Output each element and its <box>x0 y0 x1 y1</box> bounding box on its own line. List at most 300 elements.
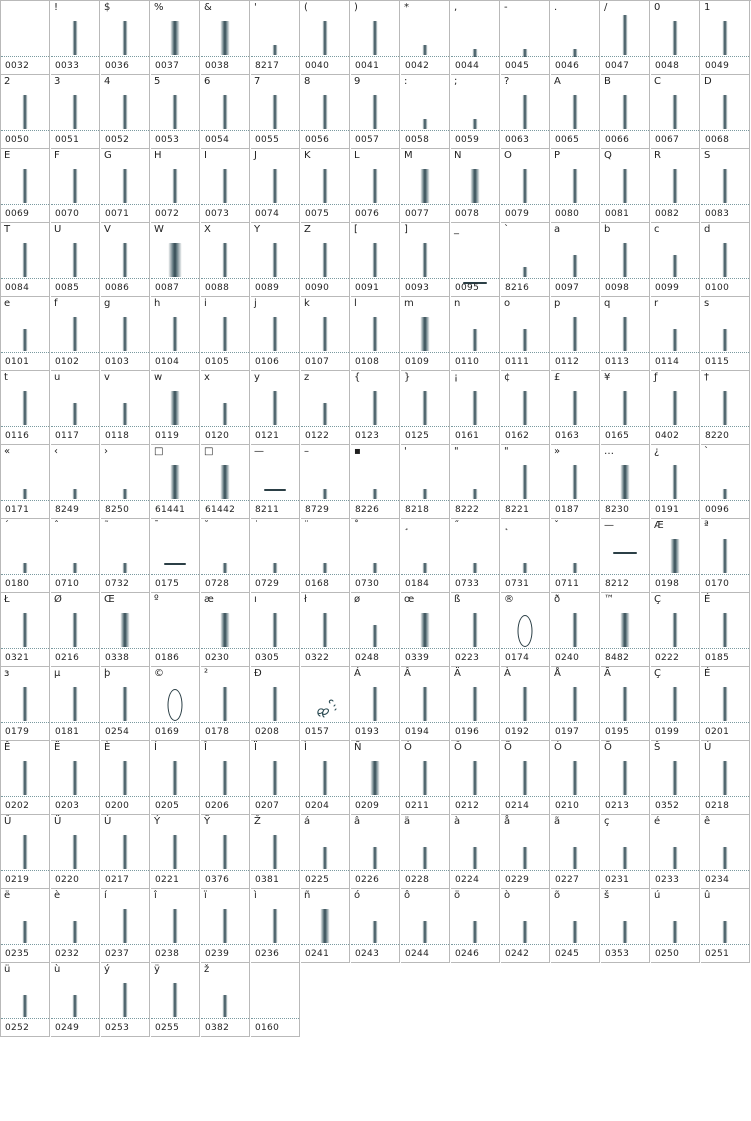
glyph-cell[interactable] <box>251 519 300 593</box>
glyph-cell[interactable] <box>51 149 100 223</box>
glyph-cell[interactable] <box>601 1 650 75</box>
glyph-cell[interactable] <box>501 75 550 149</box>
glyph-sample <box>223 169 228 203</box>
glyph-character: z <box>304 372 310 383</box>
glyph-cell[interactable] <box>51 741 100 815</box>
glyph-sample <box>73 613 78 647</box>
glyph-cell[interactable] <box>301 519 350 593</box>
glyph-cell[interactable] <box>351 889 400 963</box>
glyph-cell[interactable] <box>451 741 500 815</box>
glyph-character: " <box>504 446 509 457</box>
glyph-character: r <box>654 298 659 309</box>
glyph-cell[interactable] <box>1 149 50 223</box>
glyph-cell[interactable] <box>1 297 50 371</box>
glyph-cell[interactable] <box>301 149 350 223</box>
glyph-cell[interactable] <box>251 75 300 149</box>
glyph-code: 0305 <box>255 653 280 663</box>
glyph-cell[interactable] <box>451 815 500 889</box>
glyph-cell[interactable] <box>251 371 300 445</box>
glyph-cell[interactable] <box>51 371 100 445</box>
glyph-cell[interactable] <box>151 963 200 1037</box>
glyph-cell[interactable] <box>601 519 650 593</box>
glyph-cell[interactable] <box>601 741 650 815</box>
glyph-sample <box>421 613 430 647</box>
baseline-guide <box>101 56 149 57</box>
glyph-cell[interactable] <box>701 741 750 815</box>
glyph-sample <box>223 243 228 277</box>
glyph-cell[interactable] <box>301 593 350 667</box>
glyph-cell[interactable] <box>351 741 400 815</box>
glyph-cell[interactable] <box>551 75 600 149</box>
glyph-character: 6 <box>204 76 211 87</box>
glyph-code: 0160 <box>255 1023 280 1033</box>
glyph-cell[interactable] <box>501 371 550 445</box>
glyph-cell[interactable] <box>101 963 150 1037</box>
glyph-cell[interactable] <box>351 815 400 889</box>
glyph-cell[interactable] <box>101 445 150 519</box>
glyph-sample <box>273 45 278 55</box>
glyph-cell[interactable] <box>401 75 450 149</box>
glyph-cell[interactable] <box>1 371 50 445</box>
glyph-cell[interactable] <box>51 297 100 371</box>
glyph-code: 0171 <box>5 505 30 515</box>
glyph-cell[interactable] <box>551 741 600 815</box>
glyph-cell[interactable] <box>451 75 500 149</box>
glyph-cell[interactable] <box>1 667 50 741</box>
glyph-cell[interactable] <box>651 815 700 889</box>
glyph-code: 0193 <box>355 727 380 737</box>
baseline-guide <box>251 648 299 649</box>
glyph-sample <box>573 49 578 57</box>
glyph-cell[interactable] <box>451 149 500 223</box>
baseline-guide <box>601 130 649 131</box>
glyph-cell[interactable] <box>51 667 100 741</box>
glyph-code: 0196 <box>455 727 480 737</box>
glyph-cell[interactable] <box>401 1 450 75</box>
glyph-character: Œ <box>104 594 115 605</box>
glyph-sample <box>723 21 728 55</box>
glyph-cell[interactable] <box>101 815 150 889</box>
glyph-cell[interactable] <box>351 519 400 593</box>
glyph-character: i <box>204 298 207 309</box>
glyph-cell[interactable] <box>501 815 550 889</box>
glyph-cell[interactable] <box>301 1 350 75</box>
glyph-cell[interactable] <box>151 371 200 445</box>
glyph-code: 0112 <box>555 357 580 367</box>
glyph-cell[interactable] <box>201 963 250 1037</box>
glyph-cell[interactable] <box>201 593 250 667</box>
glyph-sample <box>123 909 128 943</box>
glyph-cell[interactable] <box>151 1 200 75</box>
glyph-character: Ë <box>54 742 61 753</box>
glyph-cell[interactable] <box>451 371 500 445</box>
glyph-sample <box>173 169 178 203</box>
glyph-cell[interactable] <box>701 1 750 75</box>
glyph-cell[interactable] <box>651 519 700 593</box>
glyph-cell[interactable] <box>51 889 100 963</box>
glyph-cell[interactable] <box>301 889 350 963</box>
glyph-cell[interactable] <box>151 223 200 297</box>
glyph-cell[interactable] <box>201 371 250 445</box>
glyph-cell[interactable] <box>701 297 750 371</box>
glyph-cell[interactable] <box>201 75 250 149</box>
glyph-code: 0093 <box>405 283 430 293</box>
glyph-cell[interactable] <box>451 519 500 593</box>
grid-filler <box>601 963 650 1037</box>
glyph-code: 0728 <box>205 579 230 589</box>
glyph-character: ¯ <box>154 520 159 531</box>
glyph-cell[interactable] <box>51 445 100 519</box>
glyph-cell[interactable] <box>351 593 400 667</box>
glyph-cell[interactable] <box>501 593 550 667</box>
glyph-cell[interactable] <box>701 149 750 223</box>
glyph-character: ä <box>404 816 411 827</box>
glyph-code: 0381 <box>255 875 280 885</box>
glyph-sample <box>23 687 28 721</box>
glyph-character: ö <box>454 890 461 901</box>
glyph-code: 0338 <box>105 653 130 663</box>
glyph-cell[interactable] <box>51 963 100 1037</box>
glyph-cell[interactable] <box>151 519 200 593</box>
glyph-cell[interactable] <box>1 1 50 75</box>
glyph-cell[interactable] <box>601 371 650 445</box>
glyph-cell[interactable] <box>401 297 450 371</box>
glyph-cell[interactable] <box>451 445 500 519</box>
glyph-cell[interactable] <box>701 889 750 963</box>
glyph-cell[interactable] <box>501 297 550 371</box>
glyph-character: É <box>704 594 711 605</box>
glyph-cell[interactable] <box>551 593 600 667</box>
glyph-cell[interactable] <box>1 223 50 297</box>
glyph-cell[interactable] <box>551 1 600 75</box>
glyph-code: 0237 <box>105 949 130 959</box>
glyph-cell[interactable] <box>651 1 700 75</box>
glyph-character: Ÿ <box>204 816 211 827</box>
glyph-character: q <box>604 298 611 309</box>
baseline-guide <box>151 204 199 205</box>
glyph-cell[interactable] <box>651 297 700 371</box>
glyph-cell[interactable] <box>601 815 650 889</box>
glyph-character: □ <box>154 446 164 457</box>
glyph-cell[interactable] <box>151 889 200 963</box>
glyph-cell[interactable] <box>1 519 50 593</box>
glyph-cell[interactable] <box>151 815 200 889</box>
glyph-cell[interactable] <box>301 75 350 149</box>
glyph-cell[interactable] <box>1 75 50 149</box>
glyph-cell[interactable] <box>651 593 700 667</box>
glyph-character: £ <box>554 372 561 383</box>
glyph-character: C <box>654 76 661 87</box>
glyph-cell[interactable] <box>151 75 200 149</box>
glyph-cell[interactable] <box>501 223 550 297</box>
glyph-cell[interactable] <box>551 371 600 445</box>
glyph-code: 0184 <box>405 579 430 589</box>
glyph-cell[interactable] <box>201 223 250 297</box>
glyph-cell[interactable] <box>701 445 750 519</box>
glyph-character: 5 <box>154 76 161 87</box>
glyph-cell[interactable] <box>151 593 200 667</box>
glyph-cell[interactable] <box>551 519 600 593</box>
glyph-cell[interactable] <box>351 371 400 445</box>
glyph-cell[interactable] <box>101 593 150 667</box>
glyph-cell[interactable] <box>601 889 650 963</box>
glyph-code: 0109 <box>405 357 430 367</box>
glyph-cell[interactable] <box>651 741 700 815</box>
baseline-guide <box>101 278 149 279</box>
glyph-character: › <box>104 446 108 457</box>
baseline-guide <box>451 796 499 797</box>
glyph-cell[interactable] <box>101 75 150 149</box>
glyph-cell[interactable] <box>601 75 650 149</box>
glyph-cell[interactable] <box>451 223 500 297</box>
glyph-code: 0117 <box>55 431 80 441</box>
glyph-code: 0050 <box>5 135 30 145</box>
glyph-cell[interactable] <box>401 371 450 445</box>
glyph-character: á <box>304 816 311 827</box>
glyph-character: s <box>704 298 710 309</box>
glyph-cell[interactable] <box>251 741 300 815</box>
glyph-cell[interactable] <box>651 371 700 445</box>
glyph-cell[interactable] <box>551 445 600 519</box>
baseline-guide <box>1 648 49 649</box>
glyph-character: l <box>354 298 357 309</box>
glyph-cell[interactable] <box>351 297 400 371</box>
glyph-cell[interactable] <box>701 75 750 149</box>
glyph-cell[interactable] <box>251 445 300 519</box>
glyph-cell[interactable] <box>451 593 500 667</box>
glyph-cell[interactable] <box>701 223 750 297</box>
glyph-code: 0729 <box>255 579 280 589</box>
glyph-cell[interactable] <box>151 149 200 223</box>
glyph-cell[interactable] <box>201 1 250 75</box>
glyph-cell[interactable] <box>201 519 250 593</box>
glyph-cell[interactable] <box>651 223 700 297</box>
glyph-cell[interactable] <box>1 963 50 1037</box>
glyph-cell[interactable] <box>301 297 350 371</box>
glyph-cell[interactable] <box>551 297 600 371</box>
glyph-cell[interactable] <box>151 741 200 815</box>
glyph-cell[interactable] <box>1 889 50 963</box>
glyph-sample <box>123 243 128 277</box>
glyph-character: Á <box>354 668 361 679</box>
glyph-sample <box>23 329 28 351</box>
glyph-code: 0087 <box>155 283 180 293</box>
glyph-cell[interactable] <box>251 963 300 1037</box>
glyph-cell[interactable] <box>701 519 750 593</box>
glyph-cell[interactable] <box>201 149 250 223</box>
glyph-cell[interactable] <box>51 223 100 297</box>
glyph-cell[interactable] <box>351 149 400 223</box>
glyph-character: é <box>654 816 661 827</box>
glyph-cell[interactable] <box>51 75 100 149</box>
glyph-character: Õ <box>604 742 612 753</box>
glyph-cell[interactable] <box>251 297 300 371</box>
glyph-cell[interactable] <box>101 223 150 297</box>
glyph-cell[interactable] <box>151 445 200 519</box>
glyph-code: 0231 <box>605 875 630 885</box>
glyph-cell[interactable] <box>151 667 200 741</box>
glyph-sample <box>421 317 430 351</box>
glyph-cell[interactable] <box>501 149 550 223</box>
glyph-cell[interactable] <box>51 519 100 593</box>
glyph-character: Â <box>404 668 411 679</box>
glyph-cell[interactable] <box>601 297 650 371</box>
glyph-cell[interactable] <box>551 149 600 223</box>
glyph-cell[interactable] <box>401 149 450 223</box>
glyph-cell[interactable] <box>551 223 600 297</box>
glyph-cell[interactable] <box>501 741 550 815</box>
glyph-cell[interactable] <box>101 889 150 963</box>
grid-filler <box>351 963 400 1037</box>
glyph-cell[interactable] <box>401 815 450 889</box>
glyph-cell[interactable] <box>101 519 150 593</box>
glyph-cell[interactable] <box>701 667 750 741</box>
glyph-cell[interactable] <box>501 519 550 593</box>
glyph-character: L <box>354 150 360 161</box>
glyph-cell[interactable] <box>351 223 400 297</box>
glyph-cell[interactable] <box>651 445 700 519</box>
baseline-guide <box>51 944 99 945</box>
glyph-cell[interactable] <box>701 815 750 889</box>
glyph-code: 0066 <box>605 135 630 145</box>
glyph-cell[interactable] <box>201 815 250 889</box>
glyph-cell[interactable] <box>251 889 300 963</box>
baseline-guide <box>451 944 499 945</box>
glyph-cell[interactable] <box>401 223 450 297</box>
glyph-character: c <box>654 224 660 235</box>
glyph-cell[interactable] <box>1 741 50 815</box>
glyph-cell[interactable] <box>401 593 450 667</box>
glyph-code: 0221 <box>155 875 180 885</box>
glyph-cell[interactable] <box>351 445 400 519</box>
glyph-code: 61442 <box>205 505 236 515</box>
glyph-cell[interactable] <box>101 371 150 445</box>
glyph-cell[interactable] <box>301 815 350 889</box>
baseline-guide <box>51 204 99 205</box>
glyph-cell[interactable] <box>201 741 250 815</box>
glyph-cell[interactable] <box>251 149 300 223</box>
glyph-cell[interactable] <box>251 593 300 667</box>
glyph-cell[interactable] <box>651 75 700 149</box>
glyph-cell[interactable] <box>551 667 600 741</box>
glyph-cell[interactable] <box>301 371 350 445</box>
glyph-cell[interactable] <box>451 297 500 371</box>
glyph-cell[interactable] <box>601 593 650 667</box>
glyph-cell[interactable] <box>351 667 400 741</box>
glyph-cell[interactable] <box>301 741 350 815</box>
baseline-guide <box>601 204 649 205</box>
glyph-cell[interactable] <box>151 297 200 371</box>
glyph-character: ø <box>354 594 361 605</box>
glyph-cell[interactable] <box>501 667 550 741</box>
glyph-cell[interactable] <box>201 297 250 371</box>
glyph-code: 0217 <box>105 875 130 885</box>
glyph-character: U <box>54 224 62 235</box>
glyph-cell[interactable] <box>651 149 700 223</box>
glyph-cell[interactable] <box>301 667 350 741</box>
glyph-cell[interactable] <box>51 815 100 889</box>
glyph-cell[interactable] <box>251 667 300 741</box>
glyph-cell[interactable] <box>101 741 150 815</box>
glyph-sample <box>671 539 680 573</box>
glyph-cell[interactable] <box>651 889 700 963</box>
glyph-cell[interactable] <box>51 1 100 75</box>
glyph-character: õ <box>554 890 561 901</box>
glyph-cell[interactable] <box>601 223 650 297</box>
glyph-sample <box>623 921 628 943</box>
glyph-cell[interactable] <box>101 297 150 371</box>
baseline-guide <box>451 204 499 205</box>
baseline-guide <box>1 278 49 279</box>
glyph-cell[interactable] <box>201 445 250 519</box>
glyph-cell[interactable] <box>451 889 500 963</box>
glyph-sample <box>73 687 78 721</box>
baseline-guide <box>151 648 199 649</box>
glyph-cell[interactable] <box>51 593 100 667</box>
glyph-cell[interactable] <box>501 1 550 75</box>
glyph-cell[interactable] <box>301 223 350 297</box>
glyph-cell[interactable] <box>101 1 150 75</box>
glyph-cell[interactable] <box>1 815 50 889</box>
glyph-cell[interactable] <box>651 667 700 741</box>
glyph-cell[interactable] <box>601 445 650 519</box>
glyph-cell[interactable] <box>251 1 300 75</box>
glyph-cell[interactable] <box>501 445 550 519</box>
baseline-guide <box>651 426 699 427</box>
glyph-cell[interactable] <box>501 889 550 963</box>
glyph-cell[interactable] <box>601 667 650 741</box>
baseline-guide <box>401 796 449 797</box>
glyph-cell[interactable] <box>401 889 450 963</box>
glyph-character: E <box>4 150 11 161</box>
glyph-code: 0239 <box>205 949 230 959</box>
glyph-character: % <box>154 2 164 13</box>
glyph-cell[interactable] <box>201 667 250 741</box>
glyph-cell[interactable] <box>601 149 650 223</box>
glyph-character: ˝ <box>454 520 459 531</box>
glyph-cell[interactable] <box>401 519 450 593</box>
glyph-cell[interactable] <box>551 889 600 963</box>
baseline-guide <box>551 722 599 723</box>
glyph-cell[interactable] <box>251 223 300 297</box>
glyph-cell[interactable] <box>451 667 500 741</box>
glyph-cell[interactable] <box>251 815 300 889</box>
glyph-character: † <box>704 372 709 383</box>
glyph-cell[interactable] <box>351 75 400 149</box>
glyph-cell[interactable] <box>1 593 50 667</box>
glyph-cell[interactable] <box>351 1 400 75</box>
glyph-cell[interactable] <box>701 371 750 445</box>
glyph-cell[interactable] <box>551 815 600 889</box>
glyph-cell[interactable] <box>401 445 450 519</box>
glyph-cell[interactable] <box>701 593 750 667</box>
glyph-cell[interactable] <box>201 889 250 963</box>
glyph-cell[interactable] <box>401 667 450 741</box>
baseline-guide <box>101 500 149 501</box>
glyph-cell[interactable] <box>1 445 50 519</box>
glyph-code: 0246 <box>455 949 480 959</box>
glyph-cell[interactable] <box>451 1 500 75</box>
glyph-cell[interactable] <box>301 445 350 519</box>
glyph-cell[interactable] <box>101 149 150 223</box>
glyph-sample <box>221 21 230 55</box>
glyph-cell[interactable] <box>401 741 450 815</box>
glyph-sample <box>473 761 478 795</box>
glyph-sample <box>523 921 528 943</box>
glyph-character: , <box>454 2 458 13</box>
glyph-cell[interactable] <box>101 667 150 741</box>
baseline-guide <box>701 204 749 205</box>
